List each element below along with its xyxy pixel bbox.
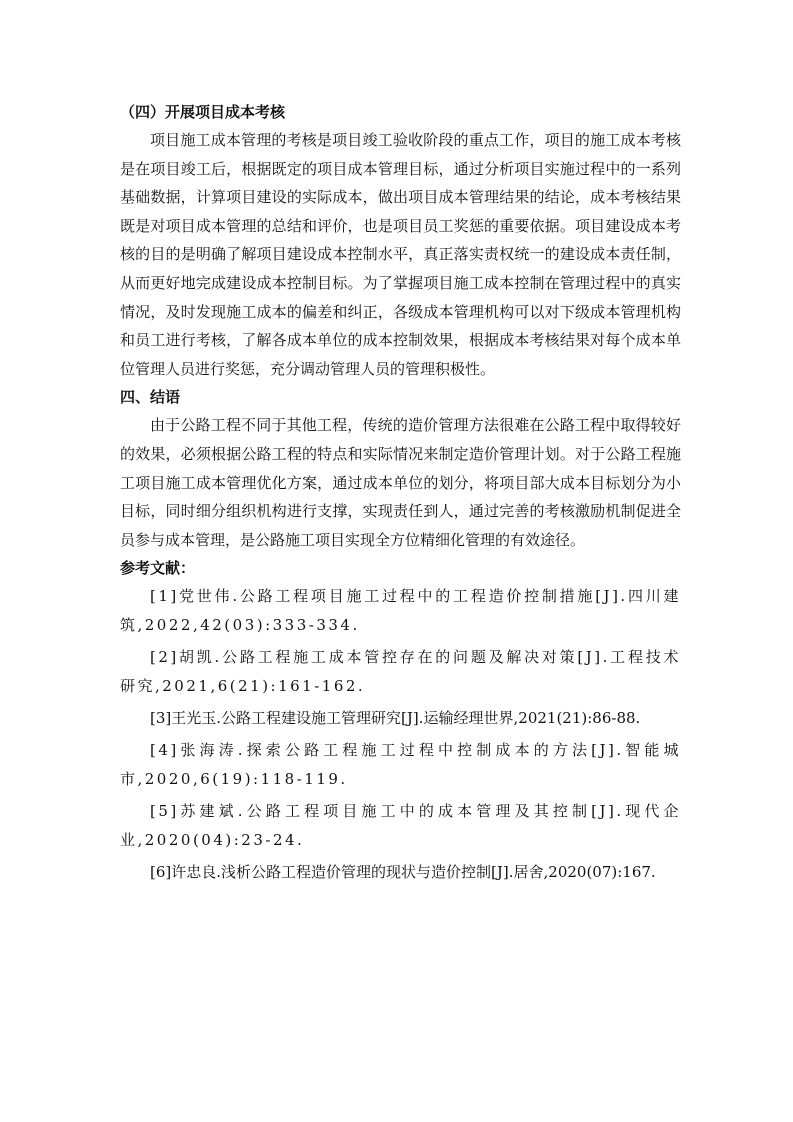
reference-item: [1]党世伟.公路工程项目施工过程中的工程造价控制措施[J].四川建筑,2022,42(03):333-334. [120, 587, 681, 635]
section-heading-conclusion: 四、结语 [120, 388, 181, 407]
paragraph-cost-assessment: 项目施工成本管理的考核是项目竣工验收阶段的重点工作，项目的施工成本考核是在项目竣工后，根据既定的项目成本管理目标，通过分析项目实施过程中的一系列基础数据，计算项目建设的实际成本，做出项目成本管理结果的结论，成本考核结果既是对项目成本管理的总结和评价，也是项目员工奖惩的重要依据。项目建设成本考核的目的是明确了解项目建设成本控制水平，真正落实责权统一的建设成本责任制，从而更好地完成建设成本控制目标。为了掌握项目施工成本控制在管理过程中的真实情况，及时发现施工成本的偏差和纠正，各级成本管理机构可以对下级成本管理机构和员工进行考核，了解各成本单位的成本控制效果，根据成本考核结果对每个成本单位管理人员进行奖惩，充分调动管理人员的管理积极性。 [120, 131, 681, 378]
reference-item: [6]许忠良.浅析公路工程造价管理的现状与造价控制[J].居舍,2020(07):167. [150, 863, 656, 882]
references-list [120, 582, 681, 887]
section-heading-cost-assessment: （四）开展项目成本考核 [120, 103, 286, 121]
reference-item: [2]胡凯.公路工程施工成本管控存在的问题及解决对策[J].工程技术研究,2021,6(21):161-162. [120, 648, 681, 696]
references-heading: 参考文献： [120, 559, 196, 578]
reference-item: [4]张海涛.探索公路工程施工过程中控制成本的方法[J].智能城市,2020,6(19):118-119. [120, 741, 681, 789]
reference-item: [3]王光玉.公路工程建设施工管理研究[J].运输经理世界,2021(21):86-88. [150, 709, 641, 728]
reference-item: [5]苏建斌.公路工程项目施工中的成本管理及其控制[J].现代企业,2020(04):23-24. [120, 802, 681, 850]
paragraph-conclusion: 由于公路工程不同于其他工程，传统的造价管理方法很难在公路工程中取得较好的效果，必须根据公路工程的特点和实际情况来制定造价管理计划。对于公路工程施工项目施工成本管理优化方案，通过成本单位的划分，将项目部大成本目标划分为小目标，同时细分组织机构进行支撑，实现责任到人，通过完善的考核激励机制促进全员参与成本管理，是公路施工项目实现全方位精细化管理的有效途径。 [120, 416, 681, 549]
